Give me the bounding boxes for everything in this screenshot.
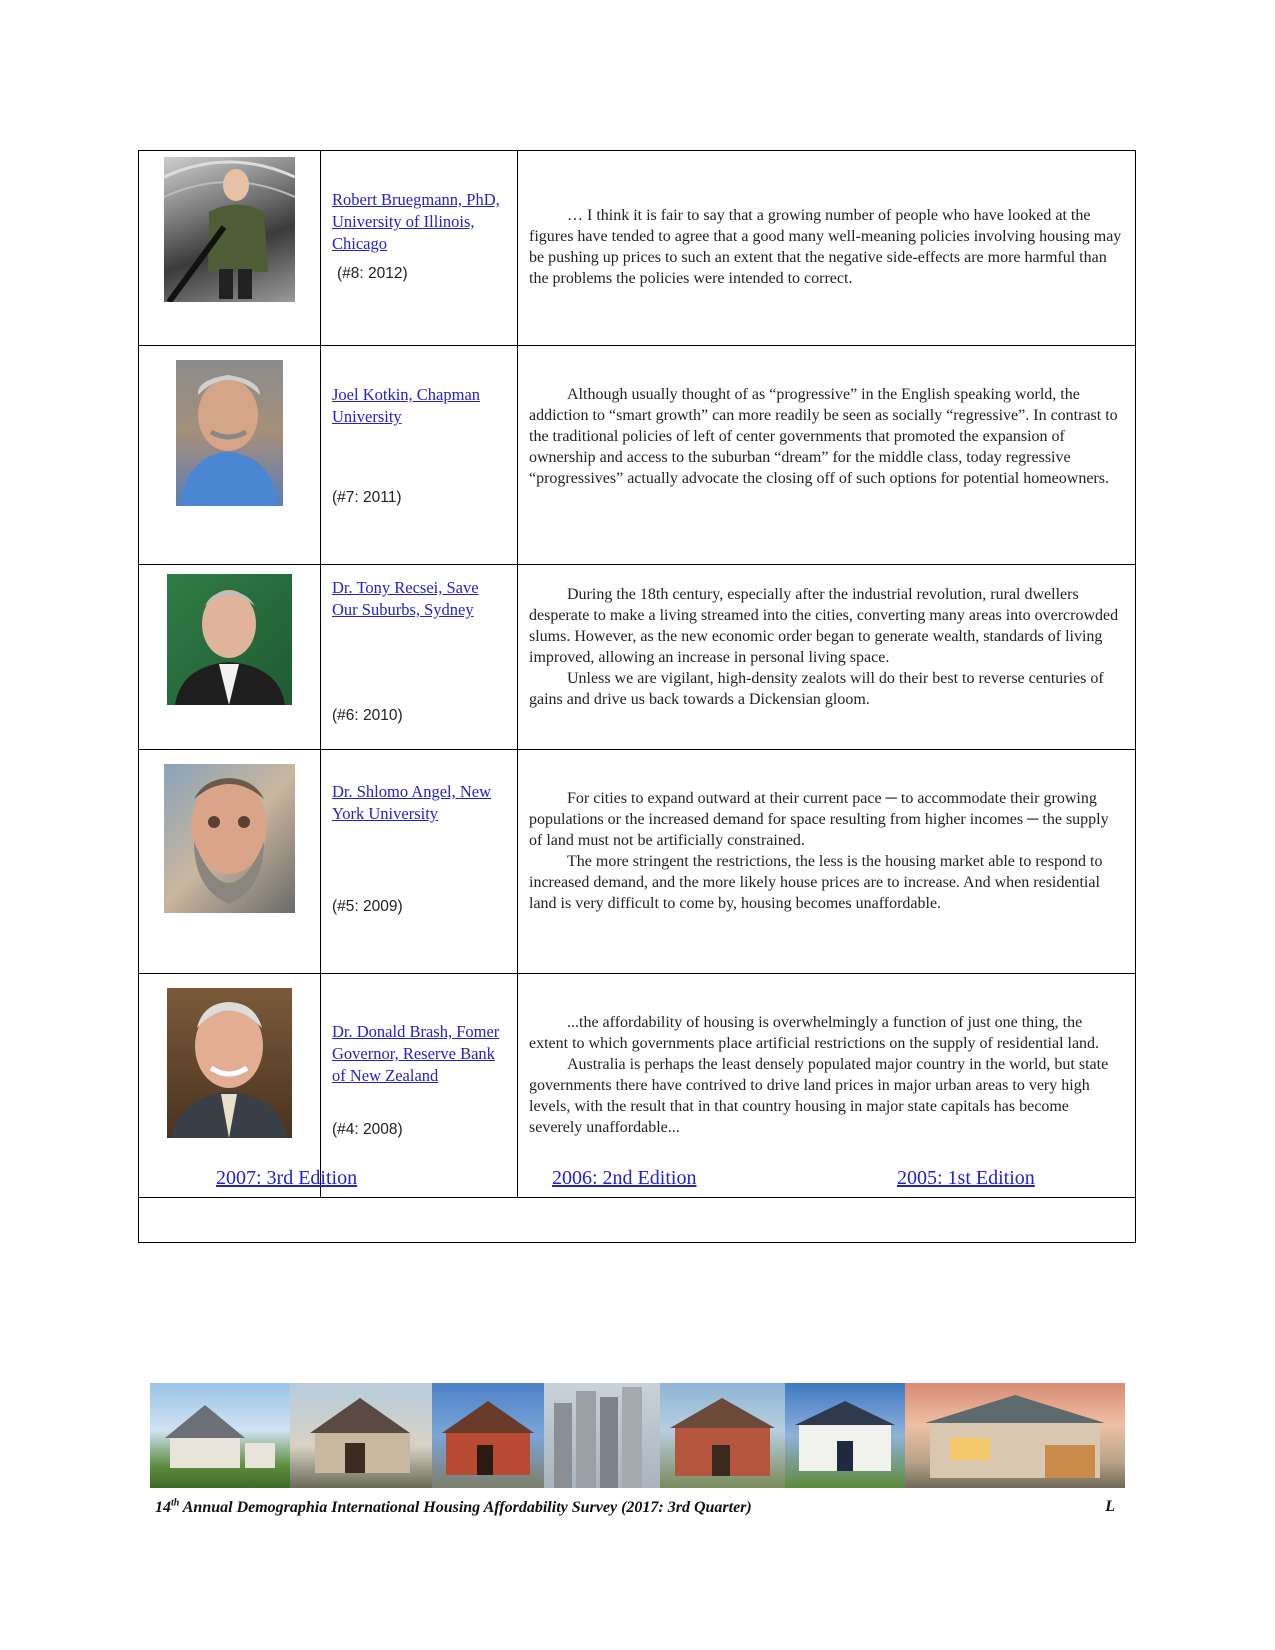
table-row — [139, 151, 1136, 346]
quote-cell — [518, 346, 1136, 565]
quote-paragraph: Australia is perhaps the least densely populated major country in the world, but state governments there have contrived to drive land prices in major urban areas to very high levels, with the result that in that country housing in major state capitals has become severely unaffordable... — [529, 1056, 1109, 1136]
photo-cell — [139, 346, 321, 565]
edition-suffix: th — [171, 1498, 180, 1509]
photo-cell — [139, 151, 321, 346]
name-cell — [321, 750, 518, 974]
name-cell — [321, 565, 518, 750]
photo-cell — [139, 750, 321, 974]
page-footer — [155, 1498, 1115, 1517]
quote-paragraph: For cities to expand outward at their current pace ─ to accommodate their growing populations or the increased demand for space resulting from higher incomes ─ the supply of land must not be artificially constrained. — [529, 790, 1109, 849]
rank-label: (#4: 2008) — [332, 1121, 403, 1138]
portrait-photo — [167, 988, 292, 1138]
edition-link-2007[interactable]: 2007: 3rd Edition — [216, 1167, 358, 1189]
quote-cell — [518, 151, 1136, 346]
portrait-photo — [164, 157, 295, 302]
author-link[interactable]: Dr. Donald Brash, Fomer Governor, Reserve Bank of New Zealand — [332, 1022, 500, 1085]
quote-cell — [518, 750, 1136, 974]
rank-label: (#5: 2009) — [332, 898, 403, 915]
quote-paragraph: ...the affordability of housing is overwhelmingly a function of just one thing, the extent to which governments place artificial restrictions on the supply of residential land. — [529, 1014, 1100, 1052]
name-cell — [321, 346, 518, 565]
author-link[interactable]: Joel Kotkin, Chapman University — [332, 385, 481, 426]
quote-paragraph: The more stringent the restrictions, the less is the housing market able to respond to increased demand, and the more likely house prices are to increase. And when residential land is very difficult to come by, housing becomes unaffordable. — [529, 853, 1103, 912]
housing-photo-strip — [150, 1383, 1125, 1488]
house-photo — [544, 1383, 660, 1488]
table-row — [139, 974, 1136, 1198]
name-cell — [321, 151, 518, 346]
edition-link-2006[interactable]: 2006: 2nd Edition — [552, 1167, 697, 1189]
house-photo — [660, 1383, 785, 1488]
rank-label: (#8: 2012) — [337, 265, 408, 282]
house-photo — [785, 1383, 905, 1488]
editions-cell — [139, 1198, 1136, 1243]
house-photo — [432, 1383, 544, 1488]
house-photo — [290, 1383, 432, 1488]
photo-cell — [139, 974, 321, 1198]
portrait-photo — [164, 764, 295, 913]
quote-paragraph: During the 18th century, especially after the industrial revolution, rural dwellers desperate to make a living streamed into the cities, converting many areas into overcrowded slums. However, as the new economic order began to generate wealth, standards of living improved, allowing an increase in personal living space. — [529, 586, 1119, 666]
edition-number: 14 — [155, 1499, 171, 1517]
house-photo — [150, 1383, 290, 1488]
name-cell — [321, 974, 518, 1198]
page-number: L — [1105, 1498, 1115, 1515]
quote-paragraph: Unless we are vigilant, high-density zealots will do their best to reverse centuries of gains and drive us back towards a Dickensian gloom. — [529, 670, 1104, 708]
author-link[interactable]: Dr. Shlomo Angel, New York University — [332, 782, 492, 823]
portrait-photo — [176, 360, 283, 506]
rank-label: (#7: 2011) — [332, 489, 402, 506]
quote-paragraph: … I think it is fair to say that a growing number of people who have looked at the figures have tended to agree that a good many well-meaning policies involving housing may be pushing up prices to such an extent that the negative side-effects are more harmful than the problems the policies were intended to correct. — [529, 207, 1122, 287]
house-photo — [905, 1383, 1125, 1488]
author-link[interactable]: Dr. Tony Recsei, Save Our Suburbs, Sydney — [332, 578, 479, 619]
footer-title — [155, 1499, 752, 1516]
rank-label: (#6: 2010) — [332, 707, 403, 724]
photo-cell — [139, 565, 321, 750]
portrait-photo — [167, 574, 292, 705]
quote-cell — [518, 974, 1136, 1198]
quote-cell — [518, 565, 1136, 750]
survey-title: Annual Demographia International Housing Affordability Survey (2017: 3rd Quarter) — [179, 1499, 752, 1517]
table-row — [139, 346, 1136, 565]
author-link[interactable]: Robert Bruegmann, PhD, University of Illinois, Chicago — [332, 190, 500, 253]
editions-row — [139, 1198, 1136, 1243]
table-row — [139, 565, 1136, 750]
table-row — [139, 750, 1136, 974]
quote-paragraph: Although usually thought of as “progressive” in the English speaking world, the addiction to “smart growth” can more readily be seen as socially “regressive”. In contrast to the traditional policies of left of center governments that promoted the expansion of ownership and access to the suburban “dream” for the middle class, today regressive “progressives” actually advocate the closing off of such options for potential homeowners. — [529, 386, 1118, 487]
commentary-table — [138, 150, 1136, 1243]
edition-link-2005[interactable]: 2005: 1st Edition — [897, 1167, 1035, 1189]
